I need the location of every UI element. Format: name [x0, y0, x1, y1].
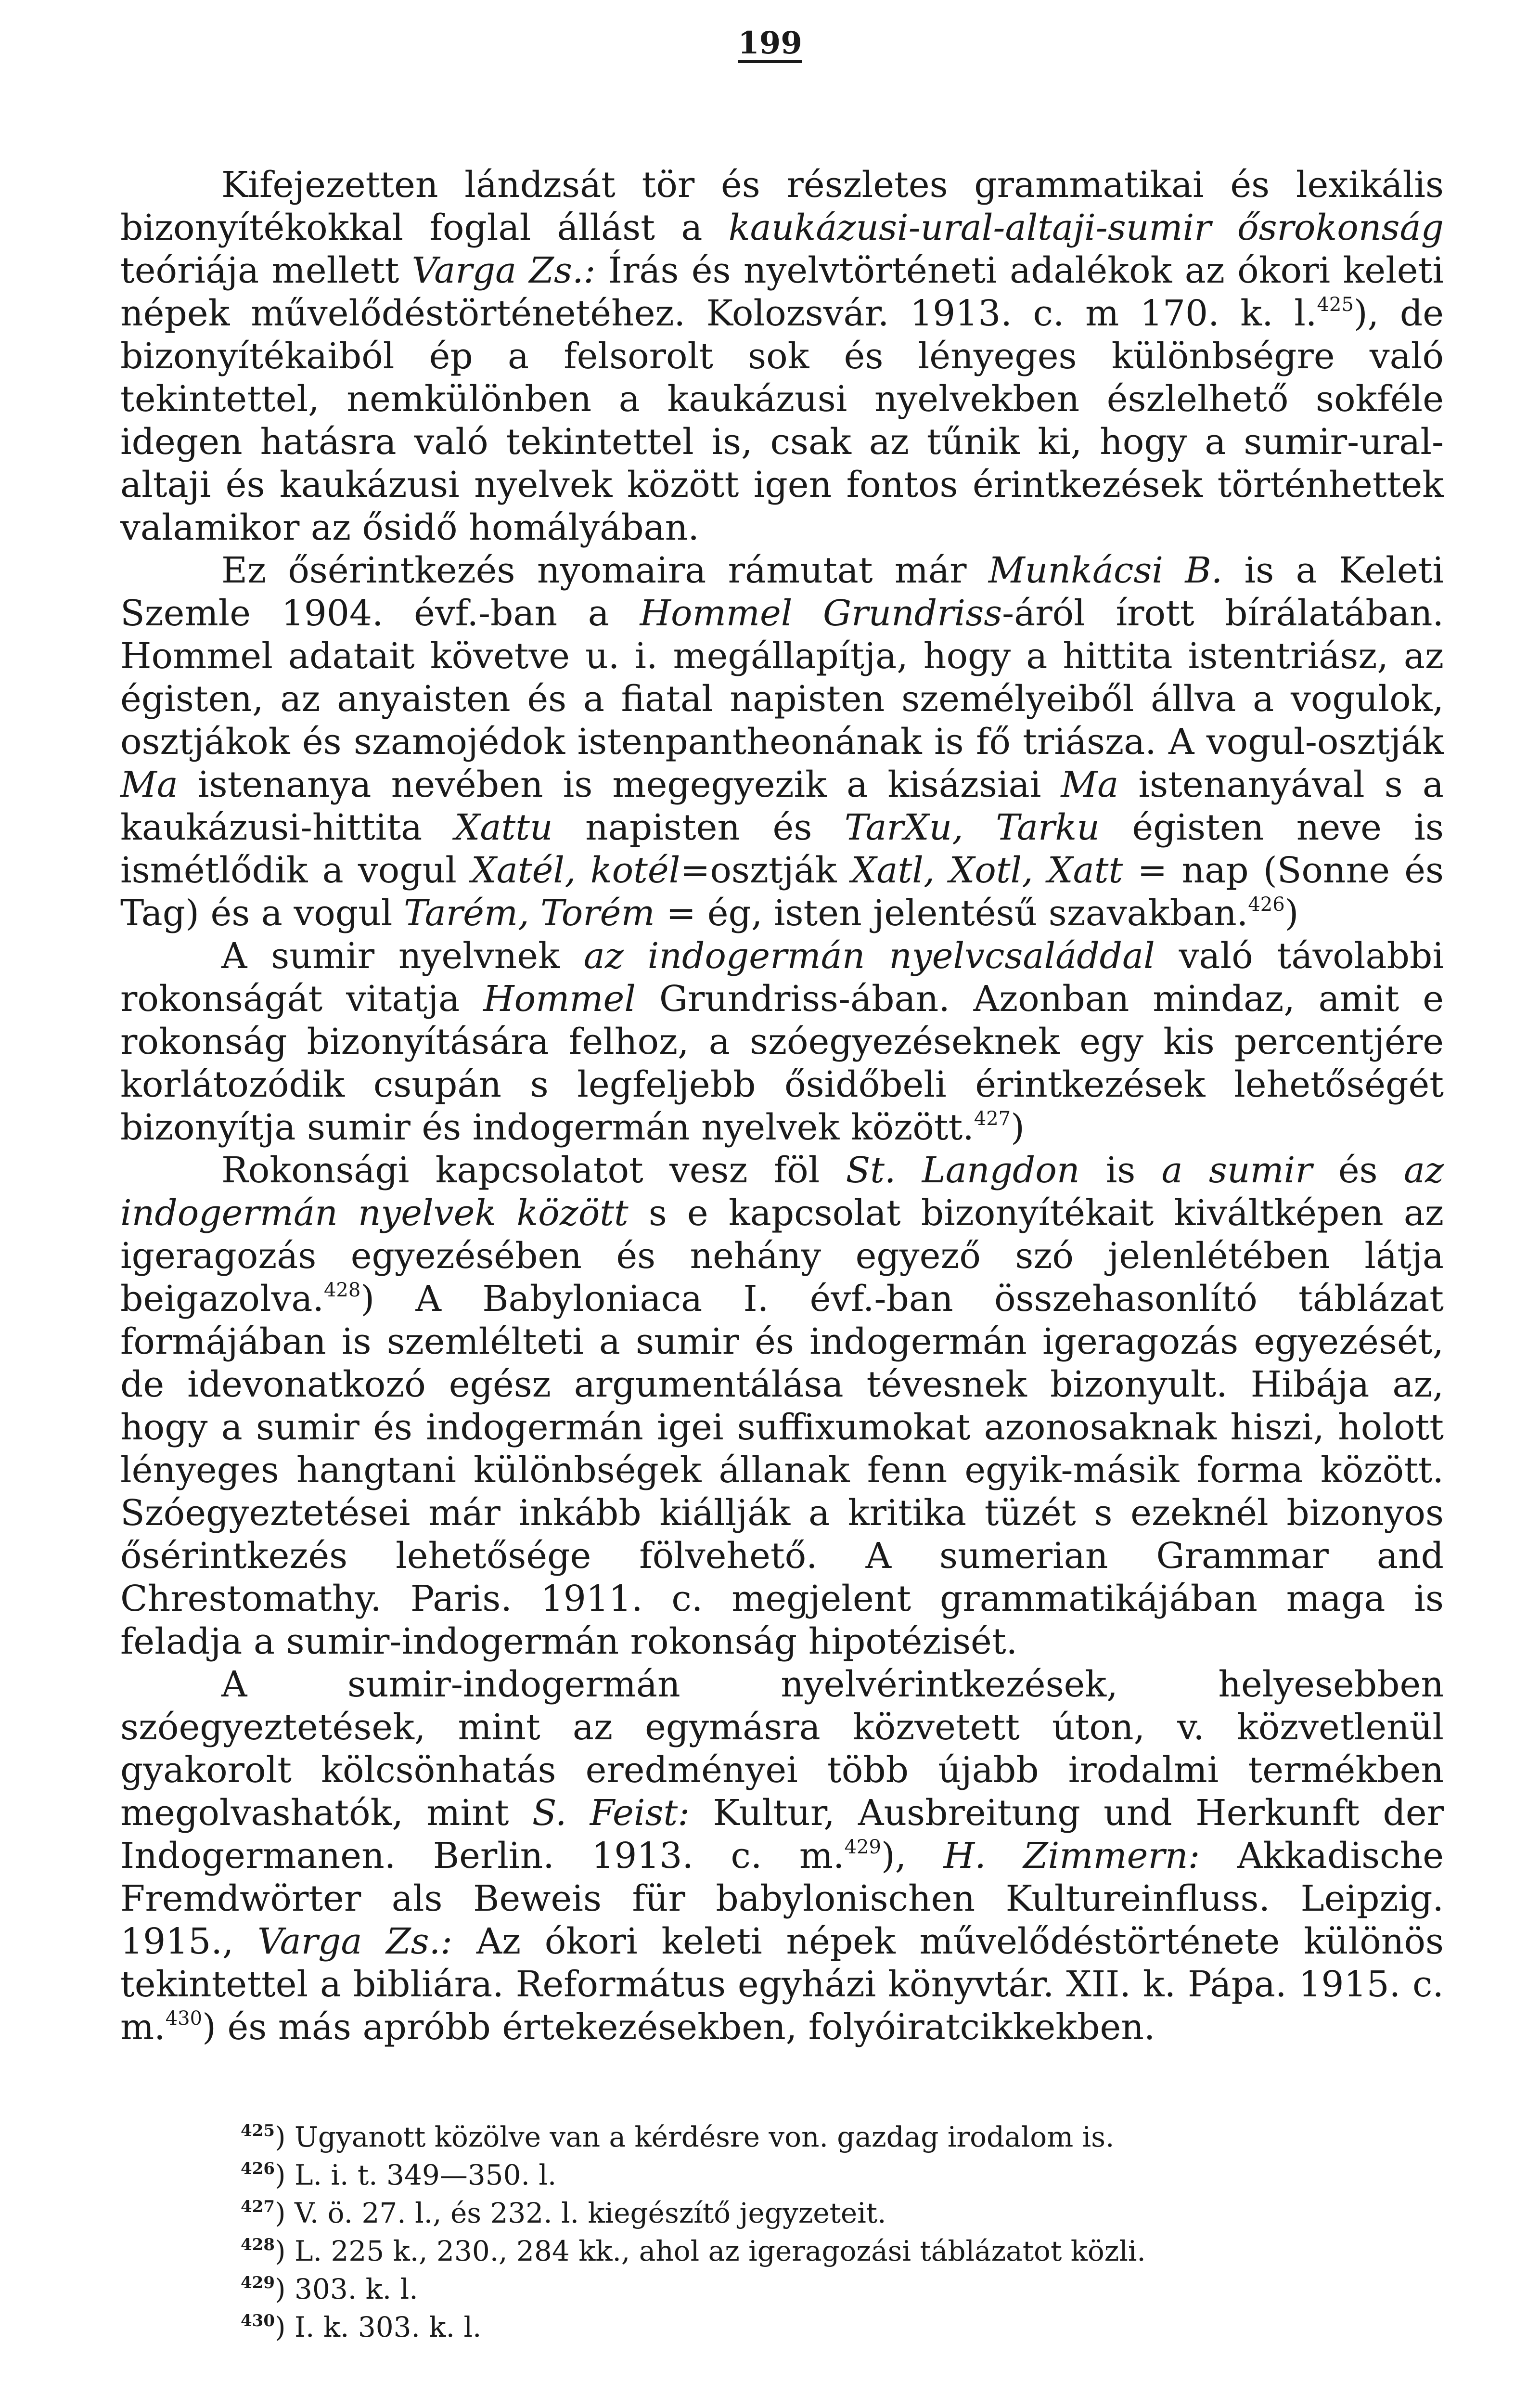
text-run: Akkadische Fremdwörter als Beweis für babylonischen Kultureinfluss. Leipzig. 1915., — [120, 1835, 1444, 1962]
footnote — [241, 2194, 1468, 2232]
footnote-ref: 430 — [165, 2007, 203, 2030]
footnote-text: ) L. i. t. 349—350. l. — [274, 2159, 557, 2191]
italic-text: S. Feist: — [532, 1792, 690, 1834]
text-run: Kultur, Ausbreitung und Herkunft der Indogermanen. Berlin. 1913. c. m. — [120, 1792, 1444, 1876]
footnotes — [241, 2118, 1468, 2346]
page-number: 199 — [738, 25, 802, 61]
italic-text: Hommel — [483, 978, 636, 1020]
italic-text: a sumir — [1161, 1150, 1312, 1191]
paragraph — [120, 1663, 1444, 2049]
text-run: teóriája mellett — [120, 250, 412, 291]
italic-text: Ma — [1061, 764, 1119, 805]
text-run: ), — [881, 1835, 944, 1876]
italic-text: St. Langdon — [846, 1150, 1080, 1191]
text-run: = nap (Sonne és Tag) és a vogul — [120, 850, 1444, 934]
paragraph — [120, 164, 1444, 549]
footnote-ref: 425 — [1317, 294, 1354, 316]
text-run: A sumir-indogermán nyelvérintkezések, helyesebben szóegyeztetések, mint az egymásra közvetett úton, v. közvetlenül gyakorolt kölcsönhatás eredményei több újabb irodalmi termékben megolvashatók, mint — [120, 1664, 1444, 1834]
footnote-text: ) 303. k. l. — [274, 2273, 418, 2305]
italic-text: kaukázusi-ural-altaji-sumir ősrokonság — [728, 207, 1444, 248]
text-run: Kifejezetten lándzsát tör és részletes grammatikai és lexikális bizonyítékokkal foglal állást a — [120, 164, 1444, 248]
italic-text: az indogermán nyelvek között — [120, 1150, 1444, 1234]
footnote-number: 428 — [241, 2235, 275, 2254]
text-run: ) A Babyloniaca I. évf.-ban összehasonlító táblázat formájában is szemlélteti a sumir és indogermán igeragozás egyezését, de idevonatkozó egész argumentálása tévesnek bizonyult. Hibája az, hogy a sumir és indogermán igei suffixumokat azonosaknak hiszi, holott lényeges hangtani különbségek állanak fenn egyik-másik forma között. Szóegyeztetései már inkább kiállják a kritika tüzét s ezeknél bizonyos ősérintkezés lehetősége fölvehető. A sumerian Grammar and Chrestomathy. Paris. 1911. c. megjelent grammatikájában maga is feladja a sumir-indogermán rokonság hipotézisét. — [120, 1278, 1444, 1662]
italic-text: Xatél, kotél — [471, 850, 680, 891]
text-run: és — [1312, 1150, 1404, 1191]
text-run: Grundriss-ában. Azonban mindaz, amit e rokonság bizonyítására felhoz, a szóegyezéseknek egy kis percentjére korlátozódik csupán s legfeljebb ősidőbeli érintkezések lehetőségét bizonyítja sumir és indogermán nyelvek között. — [120, 978, 1444, 1148]
text-run: istenanya nevében is megegyezik a kisázsiai — [178, 764, 1061, 805]
italic-text: Hommel Grundriss — [640, 593, 1002, 634]
italic-text: Tarém, Torém — [404, 893, 655, 934]
footnote-ref: 429 — [844, 1836, 881, 1858]
footnote-text: ) I. k. 303. k. l. — [274, 2311, 482, 2343]
italic-text: H. Zimmern: — [943, 1835, 1200, 1876]
text-run: A sumir nyelvnek — [221, 935, 584, 977]
text-run: Az ókori keleti népek művelődéstörténete különös tekintettel a bibliára. Református egyházi könyvtár. XII. k. Pápa. 1915. c. m. — [120, 1921, 1444, 2048]
footnote-text: ) V. ö. 27. l., és 232. l. kiegészítő jegyzeteit. — [274, 2197, 886, 2229]
text-run: istenanyával s a kaukázusi-hittita — [120, 764, 1444, 848]
italic-text: Ma — [120, 764, 178, 805]
footnote-ref: 427 — [974, 1108, 1011, 1130]
footnote-ref: 426 — [1248, 893, 1285, 916]
body-text — [120, 164, 1444, 2049]
text-run: való távolabbi rokonságát vitatja — [120, 935, 1444, 1020]
text-run: napisten és — [552, 807, 845, 848]
text-run: = ég, isten jelentésű szavakban. — [654, 893, 1248, 934]
footnote — [241, 2270, 1468, 2308]
text-run: ) — [1284, 893, 1299, 934]
text-run: égisten neve is ismétlődik a vogul — [120, 807, 1444, 891]
text-run: s e kapcsolat bizonyítékait kiváltképen az igeragozás egyezésében és nehány egyező szó jelenlétében látja beigazolva. — [120, 1192, 1444, 1320]
italic-text: Varga Zs.: — [411, 250, 596, 291]
text-run: ) és más apróbb értekezésekben, folyóiratcikkekben. — [202, 2006, 1155, 2048]
paragraph — [120, 549, 1444, 935]
italic-text: TarXu, Tarku — [844, 807, 1100, 848]
footnote — [241, 2308, 1468, 2346]
footnote — [241, 2232, 1468, 2270]
footnote-ref: 428 — [323, 1279, 361, 1301]
text-run: ), de bizonyítékaiból ép a felsorolt sok és lényeges különbségre való tekintettel, nemkülönben a kaukázusi nyelvekben észlelhető sokféle idegen hatásra való tekintettel is, csak az tűnik ki, hogy a sumir-ural-altaji és kaukázusi nyelvek között igen fontos érintkezések történhettek valamikor az ősidő homályában. — [120, 293, 1444, 548]
footnote-number: 427 — [241, 2197, 275, 2216]
paragraph — [120, 935, 1444, 1149]
text-run: ) — [1011, 1107, 1025, 1148]
italic-text: Xatl, Xotl, Xatt — [851, 850, 1123, 891]
text-run: -áról írott bírálatában. Hommel adatait követve u. i. megállapítja, hogy a hittita istentriász, az égisten, az anyaisten és a fiatal napisten személyeiből állva a vogulok, osztjákok és szamojédok istenpantheonának is fő triásza. A vogul-osztják — [120, 593, 1444, 763]
footnote-text: ) Ugyanott közölve van a kérdésre von. gazdag irodalom is. — [274, 2121, 1115, 2153]
footnote — [241, 2156, 1468, 2194]
italic-text: Varga Zs.: — [257, 1921, 453, 1962]
footnote-number: 430 — [241, 2311, 275, 2330]
footnote-text: ) L. 225 k., 230., 284 kk., ahol az igeragozási táblázatot közli. — [274, 2235, 1146, 2267]
text-run: is — [1079, 1150, 1162, 1191]
footnote-number: 426 — [241, 2159, 275, 2178]
text-run: is a Keleti Szemle 1904. évf.-ban a — [120, 550, 1444, 634]
text-run: Írás és nyelvtörténeti adalékok az ókori keleti népek művelődéstörténetéhez. Kolozsvár. 1913. c. m 170. k. l. — [120, 250, 1444, 334]
paragraph — [120, 1149, 1444, 1663]
text-run: Rokonsági kapcsolatot vesz föl — [221, 1150, 846, 1191]
text-run: =osztják — [680, 850, 851, 891]
footnote-number: 425 — [241, 2121, 275, 2140]
footnote — [241, 2118, 1468, 2156]
footnote-number: 429 — [241, 2273, 275, 2292]
italic-text: az indogermán nyelvcsaláddal — [583, 935, 1155, 977]
italic-text: Munkácsi B. — [988, 550, 1223, 591]
italic-text: Xattu — [454, 807, 553, 848]
text-run: Ez ősérintkezés nyomaira rámutat már — [221, 550, 988, 591]
